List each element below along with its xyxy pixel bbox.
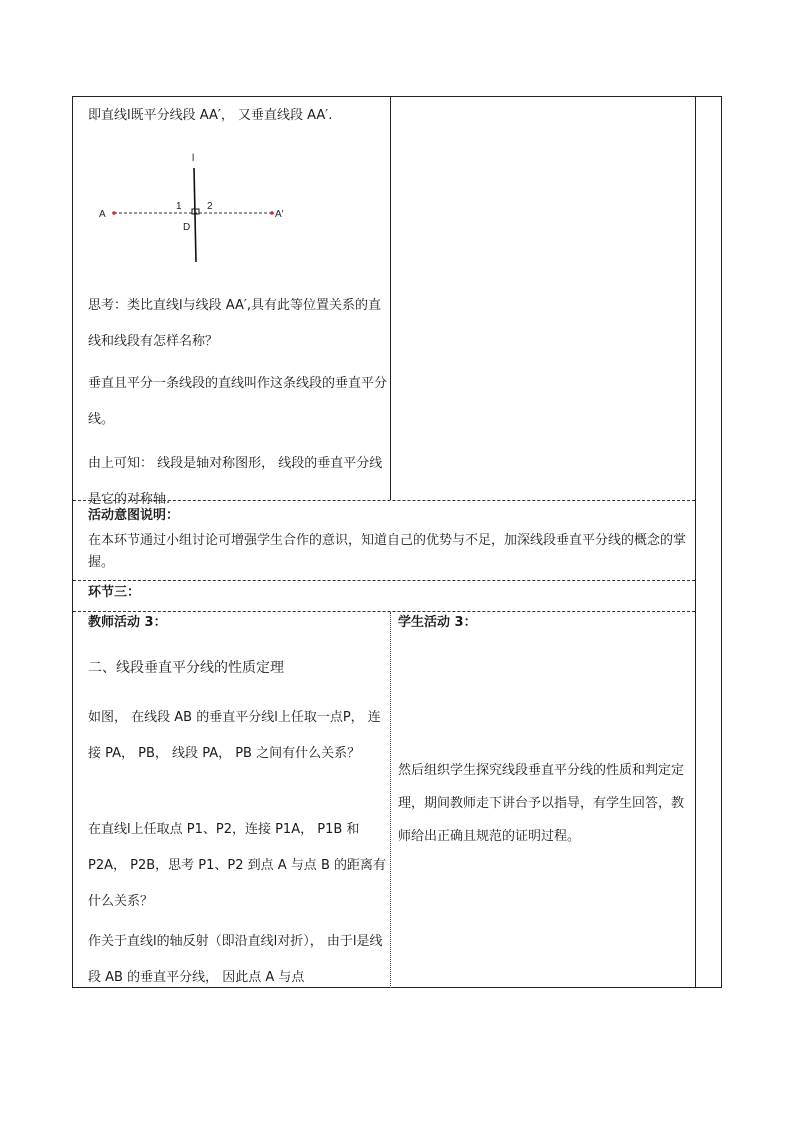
top-cell-line1: 即直线l既平分线段 AA′， 又垂直线段 AA′. [88, 108, 333, 123]
teacher-paragraph-2: 在直线l上任取点 P1、P2，连接 P1A， P1B 和P2A， P2B，思考 P1、P2 到点 A 与点 B 的距离有什么关系？ [88, 822, 386, 909]
point-a [112, 211, 116, 215]
column-divider-bottom [390, 612, 391, 988]
row-separator [73, 580, 695, 581]
row-separator [73, 611, 695, 612]
point-a-prime [270, 211, 274, 215]
student-body: 然后组织学生探究线段垂直平分线的性质和判定定理，期间教师走下讲台予以指导，有学生回答，教师给出正确且规范的证明过程。 [398, 763, 685, 844]
figure-label-1: 1 [176, 201, 182, 212]
figure-label-a-prime: A′ [275, 209, 284, 220]
intent-title: 活动意图说明： [88, 508, 180, 523]
column-divider-top [390, 96, 391, 500]
perpendicular-bisector-figure [88, 148, 298, 268]
figure-label-d: D [183, 222, 191, 233]
teacher-title: 教师活动 3： [88, 615, 167, 630]
line-l [194, 168, 196, 262]
teacher-heading: 二、线段垂直平分线的性质定理 [88, 660, 284, 676]
student-title: 学生活动 3： [398, 615, 477, 630]
intent-body: 在本环节通过小组讨论可增强学生合作的意识，知道自己的优势与不足，加深线段垂直平分线的概念的掌握。 [88, 533, 687, 570]
section-title: 环节三： [88, 585, 141, 600]
teacher-paragraph-1: 如图， 在线段 AB 的垂直平分线l上任取一点P， 连接 PA， PB， 线段 PA， PB 之间有什么关系？ [88, 710, 381, 761]
right-margin-column [695, 96, 696, 988]
conclusion: 由上可知： 线段是轴对称图形， 线段的垂直平分线是它的对称轴. [88, 456, 383, 507]
figure-label-l: l [192, 153, 195, 164]
think-question: 思考：类比直线l与线段 AA′,具有此等位置关系的直线和线段有怎样名称？ [88, 298, 381, 349]
figure-label-a: A [99, 209, 106, 220]
definition-answer: 垂直且平分一条线段的直线叫作这条线段的垂直平分线。 [88, 376, 388, 427]
teacher-paragraph-3: 作关于直线l的轴反射（即沿直线l对折）， 由于l是线段 AB 的垂直平分线， 因此点 A 与点 [88, 934, 383, 985]
figure-label-2: 2 [207, 201, 213, 212]
